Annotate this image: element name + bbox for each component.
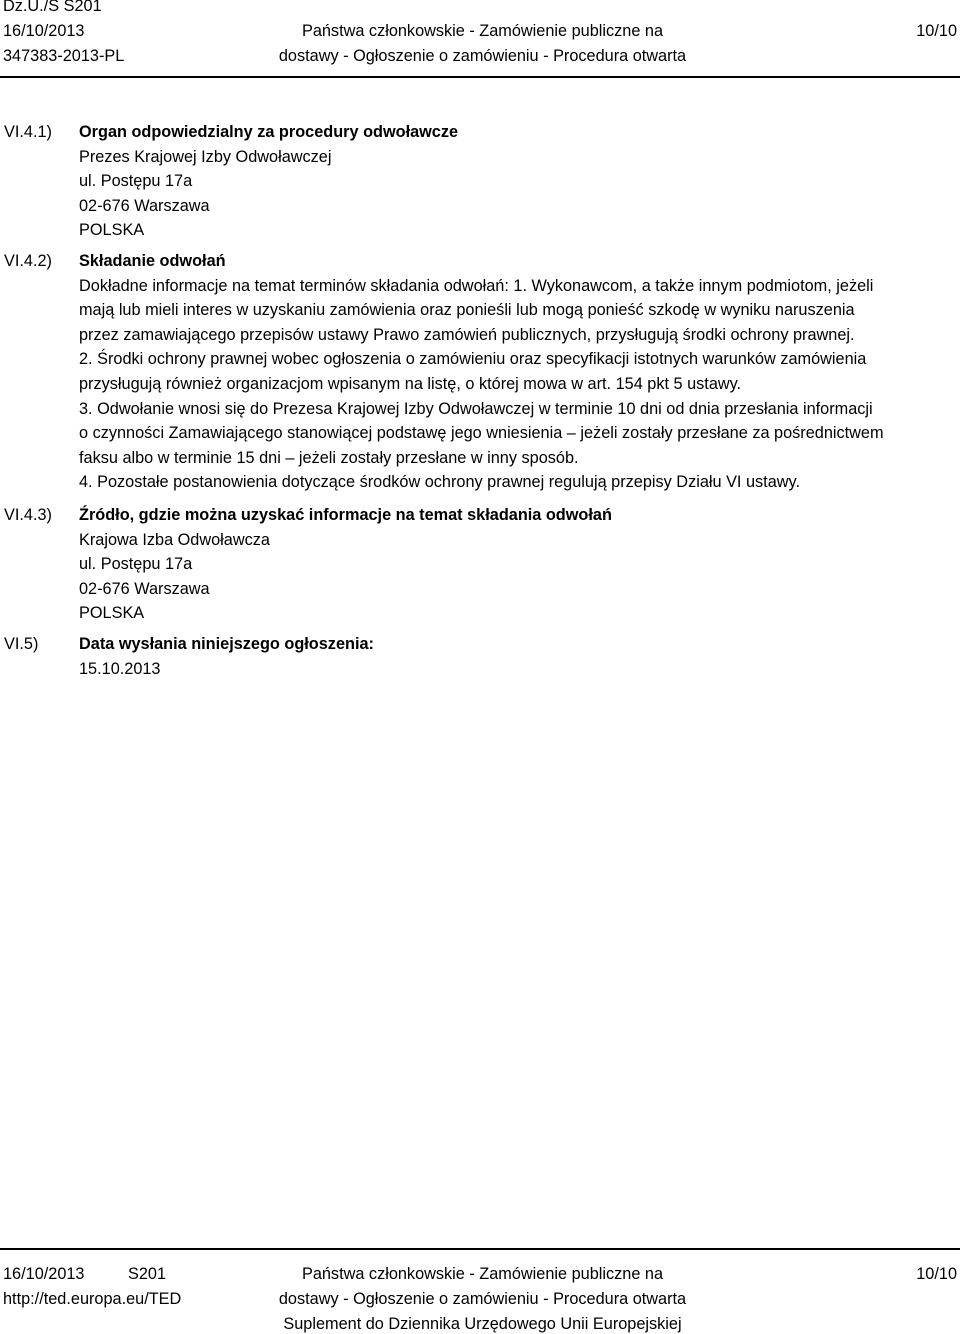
text-line: o czynności Zamawiającego stanowiącej podstawę jego wniesienia – jeżeli zostały przesłane za pośrednictwem xyxy=(79,424,884,443)
address-line: ul. Postępu 17a xyxy=(79,555,193,574)
footer-date: 16/10/2013 xyxy=(3,1265,85,1283)
text-line: przez zamawiającego przepisów ustawy Prawo zamówień publicznych, przysługują środki ochrony prawnej. xyxy=(79,325,855,344)
address-line: Krajowa Izba Odwoławcza xyxy=(79,530,270,549)
section-title: Data wysłania niniejszego ogłoszenia: xyxy=(79,635,374,653)
page-header xyxy=(0,0,960,90)
section-title: Składanie odwołań xyxy=(79,252,226,270)
footer-title-line-1: Państwa członkowskie - Zamówienie publiczne na xyxy=(301,1265,664,1283)
text-line: 3. Odwołanie wnosi się do Prezesa Krajowej Izby Odwoławczej w terminie 10 dni od dnia przesłania informacji xyxy=(79,399,873,418)
text-line: faksu albo w terminie 15 dni – jeżeli zostały przesłane w inny sposób. xyxy=(79,448,579,467)
address-line: POLSKA xyxy=(79,221,145,240)
header-title-line-2: dostawy - Ogłoszenie o zamówieniu - Procedura otwarta xyxy=(278,47,687,65)
header-journal-ref: Dz.U./S S201 xyxy=(3,0,102,15)
footer-series: S201 xyxy=(128,1265,167,1283)
address-line: ul. Postępu 17a xyxy=(79,172,193,191)
text-line: 2. Środki ochrony prawnej wobec ogłoszenia o zamówieniu oraz specyfikacji istotnych warunków zamówienia xyxy=(79,350,867,369)
section-title: Źródło, gdzie można uzyskać informacje na temat składania odwołań xyxy=(79,506,612,524)
section-number: VI.4.3) xyxy=(4,506,52,524)
header-divider xyxy=(0,76,960,78)
text-line: przysługują również organizacjom wpisanym na listę, o której mowa w art. 154 pkt 5 ustawy. xyxy=(79,374,742,393)
address-line: POLSKA xyxy=(79,604,145,623)
footer-divider xyxy=(0,1248,960,1250)
footer-page-number: 10/10 xyxy=(916,1265,957,1283)
section-number: VI.5) xyxy=(4,635,39,653)
text-line: Dokładne informacje na temat terminów składania odwołań: 1. Wykonawcom, a także innym podmiotom, jeżeli xyxy=(79,276,874,295)
footer-supplement: Suplement do Dziennika Urzędowego Unii Europejskiej xyxy=(283,1315,682,1333)
section-number: VI.4.2) xyxy=(4,252,52,270)
section-number: VI.4.1) xyxy=(4,123,52,141)
address-line: 02-676 Warszawa xyxy=(79,196,210,215)
page-footer xyxy=(0,1248,960,1334)
header-page-number: 10/10 xyxy=(916,22,957,40)
header-date: 16/10/2013 xyxy=(3,22,85,40)
header-title-line-1: Państwa członkowskie - Zamówienie publiczne na xyxy=(301,22,664,40)
section-title: Organ odpowiedzialny za procedury odwoławcze xyxy=(79,123,459,141)
footer-title-line-2: dostawy - Ogłoszenie o zamówieniu - Procedura otwarta xyxy=(278,1290,687,1308)
address-line: 02-676 Warszawa xyxy=(79,579,210,598)
text-line: 4. Pozostałe postanowienia dotyczące środków ochrony prawnej regulują przepisy Działu VI ustawy. xyxy=(79,473,800,492)
header-notice-number: 347383-2013-PL xyxy=(3,47,125,65)
dispatch-date-value: 15.10.2013 xyxy=(79,659,161,678)
text-line: mają lub mieli interes w uzyskaniu zamówienia oraz ponieśli lub mogą ponieść szkodę w wyniku naruszenia xyxy=(79,301,855,320)
footer-url: http://ted.europa.eu/TED xyxy=(3,1290,182,1308)
address-line: Prezes Krajowej Izby Odwoławczej xyxy=(79,147,332,166)
